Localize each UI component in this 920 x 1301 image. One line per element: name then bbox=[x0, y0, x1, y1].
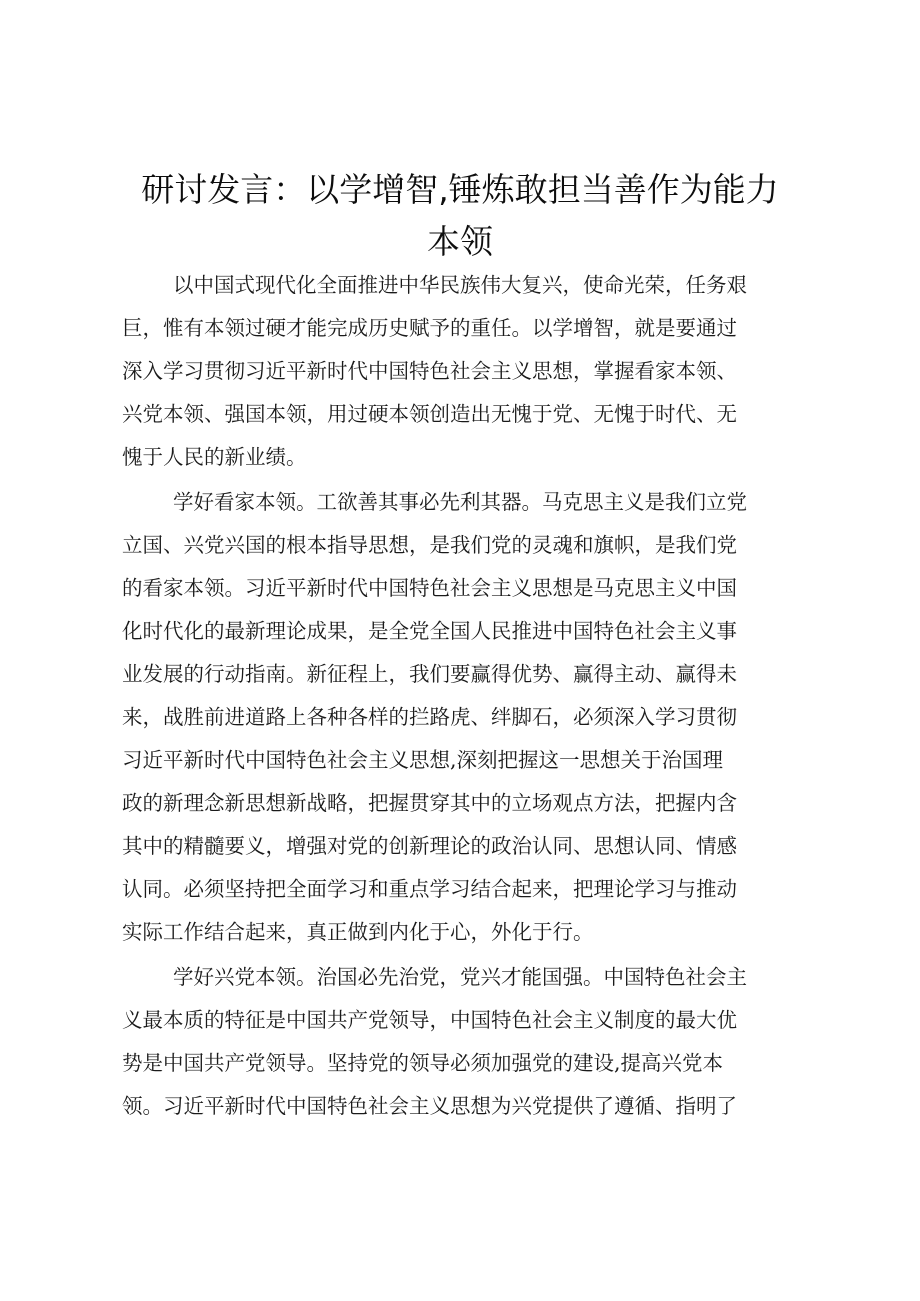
paragraph-1-line-1: 以中国式现代化全面推进中华民族伟大复兴，使命光荣，任务艰 bbox=[173, 273, 747, 297]
paragraph-3-line-3: 势是中国共产党领导。坚持党的领导必须加强党的建设,提高兴党本 bbox=[122, 1051, 724, 1075]
paragraph-2-line-5: 业发展的行动指南。新征程上，我们要赢得优势、赢得主动、赢得未 bbox=[122, 662, 737, 686]
paragraph-2-line-1: 学好看家本领。工欲善其事必先利其器。马克思主义是我们立党 bbox=[173, 490, 747, 514]
paragraph-2-line-8: 政的新理念新思想新战略，把握贯穿其中的立场观点方法，把握内含 bbox=[122, 791, 737, 815]
paragraph-3-line-4: 领。习近平新时代中国特色社会主义思想为兴党提供了遵循、指明了 bbox=[122, 1094, 737, 1118]
paragraph-2-line-9: 其中的精髓要义，增强对党的创新理论的政治认同、思想认同、情感 bbox=[122, 834, 737, 858]
document-title-line-1: 研讨发言：以学增智,锤炼敢担当善作为能力 bbox=[141, 170, 779, 209]
paragraph-1-line-4: 兴党本领、强国本领，用过硬本领创造出无愧于党、无愧于时代、无 bbox=[122, 402, 737, 426]
paragraph-2-line-7: 习近平新时代中国特色社会主义思想,深刻把握这一思想关于治国理 bbox=[122, 748, 724, 772]
paragraph-3-line-2: 义最本质的特征是中国共产党领导，中国特色社会主义制度的最大优 bbox=[122, 1008, 737, 1032]
paragraph-3-line-1: 学好兴党本领。治国必先治党，党兴才能国强。中国特色社会主 bbox=[173, 965, 747, 989]
paragraph-1-line-2: 巨，惟有本领过硬才能完成历史赋予的重任。以学增智，就是要通过 bbox=[122, 316, 737, 340]
paragraph-2-line-4: 化时代化的最新理论成果，是全党全国人民推进中国特色社会主义事 bbox=[122, 619, 737, 643]
paragraph-2-line-2: 立国、兴党兴国的根本指导思想，是我们党的灵魂和旗帜，是我们党 bbox=[122, 533, 737, 557]
paragraph-2-line-10: 认同。必须坚持把全面学习和重点学习结合起来，把理论学习与推动 bbox=[122, 877, 737, 901]
paragraph-2-line-6: 来，战胜前进道路上各种各样的拦路虎、绊脚石，必须深入学习贯彻 bbox=[122, 705, 737, 729]
paragraph-1-line-3: 深入学习贯彻习近平新时代中国特色社会主义思想，掌握看家本领、 bbox=[122, 359, 737, 383]
paragraph-2-line-3: 的看家本领。习近平新时代中国特色社会主义思想是马克思主义中国 bbox=[122, 576, 737, 600]
paragraph-1-line-5: 愧于人民的新业绩。 bbox=[122, 445, 307, 469]
paragraph-2-line-11: 实际工作结合起来，真正做到内化于心，外化于行。 bbox=[122, 920, 594, 944]
document-title-line-2: 本领 bbox=[427, 222, 493, 261]
